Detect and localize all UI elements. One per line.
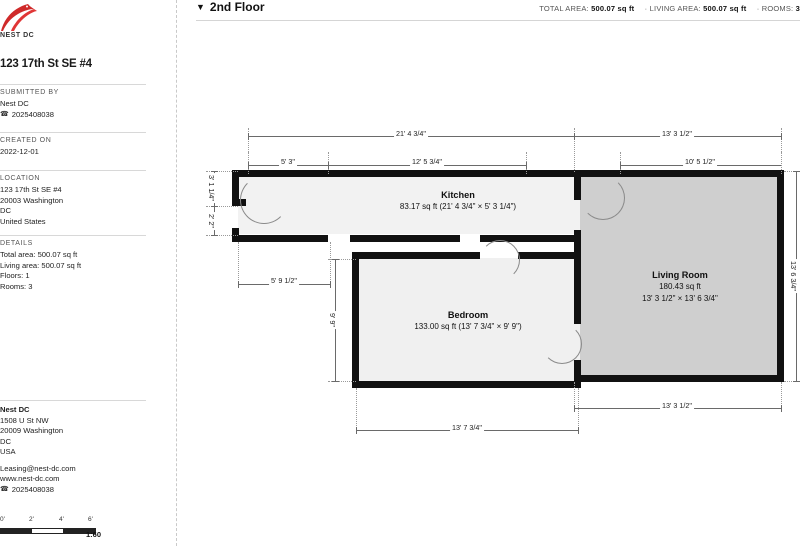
floor-selector[interactable] <box>196 0 265 14</box>
dim-tick <box>356 427 357 434</box>
page-title: 123 17th St SE #4 <box>0 58 92 70</box>
footer-phone-row <box>0 485 146 496</box>
total-area-value: 500.07 sq ft <box>591 4 635 13</box>
scale-seg-1 <box>1 529 32 533</box>
top-stats: TOTAL AREA: 500.07 sq ft · LIVING AREA: 500.07 sq ft · ROOMS: 3 <box>539 4 800 13</box>
rooms-value: 3 <box>795 4 800 13</box>
footer-phone: 2025408038 <box>11 484 54 494</box>
section-created-on <box>0 132 146 158</box>
dim-row2-b: 12' 5 3/4" <box>412 157 442 166</box>
divider <box>0 400 146 401</box>
section-details <box>0 235 146 292</box>
divider <box>0 235 146 236</box>
dim-tick <box>211 171 218 172</box>
ext-line <box>330 242 331 286</box>
wall-living-right <box>777 170 784 382</box>
section-footer-contact <box>0 400 146 495</box>
wall-bedroom-right-lower <box>574 360 581 388</box>
footer-street: 1508 U St NW <box>0 415 49 425</box>
dim-bottom-living: 13' 3 1/2" <box>662 401 692 410</box>
dim-row2-c: 10' 5 1/2" <box>685 157 715 166</box>
dim-tick <box>248 133 249 140</box>
scale-tick-labels <box>0 516 96 528</box>
phone-icon: ☎ <box>0 110 9 118</box>
dim-tick <box>781 405 782 412</box>
submitted-by-heading: SUBMITTED BY <box>0 89 59 96</box>
footer-city: 20009 Washington <box>0 426 64 435</box>
footer-state: DC <box>0 436 11 446</box>
rooms-label: ROOMS: <box>761 4 794 13</box>
divider <box>0 132 146 133</box>
details-floors: Floors: 1 <box>0 271 30 280</box>
nest-dc-logo[interactable] <box>0 2 70 44</box>
details-heading: DETAILS <box>0 240 33 247</box>
dim-bedroom-height: 9' 9" <box>328 313 337 327</box>
wall-kitchen-living-divider-lower <box>574 230 581 266</box>
dim-tick <box>238 281 239 288</box>
submitted-by-name: Nest DC <box>0 99 29 108</box>
total-area-label: TOTAL AREA: <box>539 4 589 13</box>
dim-tick <box>578 427 579 434</box>
wall-bedroom-bottom <box>352 381 580 388</box>
kitchen-dimensions: (21' 4 3/4" × 5' 3 1/4") <box>439 202 517 211</box>
scale-ratio: 1:60 <box>86 530 102 539</box>
details-total-area: Total area: 500.07 sq ft <box>0 250 78 259</box>
location-heading: LOCATION <box>0 175 41 182</box>
floorplan-canvas[interactable] <box>180 24 800 524</box>
living-room-area: 180.43 sq ft <box>659 282 701 291</box>
floor-label-text: 2nd Floor <box>209 0 265 14</box>
dim-left-upper: 3' 1 1/4" <box>207 175 216 201</box>
dim-row2-a: 5' 3" <box>281 157 295 166</box>
living-room-dimensions: 13' 3 1/2" × 13' 6 3/4" <box>642 294 718 303</box>
ext-line <box>578 388 579 432</box>
bedroom-dimensions: (13' 7 3/4" × 9' 9") <box>458 322 522 331</box>
bird-logo-icon <box>0 2 70 34</box>
dim-tick <box>332 381 339 382</box>
location-line-4: United States <box>0 216 46 226</box>
logo-wordmark: NEST DC <box>0 32 35 39</box>
scale-tick-0: 0' <box>0 516 5 523</box>
details-living-area: Living area: 500.07 sq ft <box>0 260 82 270</box>
dim-tick <box>793 171 800 172</box>
dim-tick <box>620 162 621 169</box>
door-arc-bedroom-top <box>480 240 520 280</box>
details-rooms: Rooms: 3 <box>0 281 33 291</box>
dim-bottom-bedroom: 13' 7 3/4" <box>452 423 482 432</box>
footer-website[interactable]: www.nest-dc.com <box>0 474 60 483</box>
ext-line <box>356 388 357 432</box>
dim-tick <box>211 235 218 236</box>
dim-tick <box>574 405 575 412</box>
wall-bedroom-left <box>352 252 359 388</box>
dim-left-lower: 2' 2" <box>207 214 216 228</box>
phone-icon: ☎ <box>0 485 9 493</box>
dim-top-overall-right: 13' 3 1/2" <box>662 129 692 138</box>
dim-tick <box>332 259 339 260</box>
footer-country: USA <box>0 447 16 456</box>
scale-tick-1: 2' <box>29 516 34 523</box>
submitted-by-phone: 2025408038 <box>11 109 54 119</box>
wall-living-bottom <box>574 375 784 382</box>
kitchen-area: 83.17 sq ft <box>399 202 438 211</box>
wall-top <box>232 170 784 177</box>
kitchen-name: Kitchen <box>441 190 475 200</box>
room-label-kitchen <box>348 189 568 213</box>
dim-tick <box>793 381 800 382</box>
wall-kitchen-bottom-left <box>232 235 328 242</box>
room-label-living-room <box>590 269 770 305</box>
ext-line <box>781 152 782 174</box>
door-arc-entry <box>240 176 288 224</box>
scale-tick-3: 6' <box>88 516 93 523</box>
section-submitted-by <box>0 84 146 120</box>
dim-top-overall-left: 21' 4 3/4" <box>396 129 426 138</box>
ext-line <box>238 242 239 286</box>
wall-kitchen-bottom-mid <box>350 235 460 242</box>
divider <box>0 84 146 85</box>
location-line-3: DC <box>0 206 11 215</box>
scale-bar <box>0 516 120 539</box>
bedroom-name: Bedroom <box>447 310 489 320</box>
submitted-by-phone-row <box>0 110 146 121</box>
section-location <box>0 170 146 227</box>
bedroom-area: 133.00 sq ft <box>414 322 457 331</box>
dim-living-height: 13' 6 3/4" <box>789 261 798 291</box>
wall-kitchen-living-divider <box>574 170 581 200</box>
wall-bedroom-right-upper <box>574 266 581 324</box>
sidebar-divider <box>176 0 177 546</box>
location-line-2: 20003 Washington <box>0 195 64 205</box>
dim-tick <box>330 281 331 288</box>
wall-bedroom-top-right <box>518 252 580 259</box>
footer-company: Nest DC <box>0 405 30 414</box>
footer-email[interactable]: Leasing@nest-dc.com <box>0 463 76 473</box>
chevron-down-icon[interactable]: ▼ <box>196 1 205 12</box>
living-area-value: 500.07 sq ft <box>703 4 747 13</box>
scale-tick-2: 4' <box>59 516 64 523</box>
living-area-label: LIVING AREA: <box>649 4 701 13</box>
dim-tick <box>526 162 527 169</box>
sidebar <box>0 0 150 546</box>
room-label-bedroom <box>368 309 568 333</box>
location-line-1: 123 17th St SE #4 <box>0 185 62 194</box>
door-arc-living-entry <box>581 176 625 220</box>
scale-bar-graphic <box>0 528 96 534</box>
divider <box>0 170 146 171</box>
created-on-heading: CREATED ON <box>0 137 52 144</box>
created-on-date: 2022-12-01 <box>0 147 39 156</box>
dim-tick <box>781 133 782 140</box>
dim-tick <box>248 162 249 169</box>
header-divider <box>196 20 800 21</box>
dim-left-inner: 5' 9 1/2" <box>271 276 297 285</box>
wall-bedroom-top-left <box>352 252 480 259</box>
living-room-name: Living Room <box>652 270 708 280</box>
